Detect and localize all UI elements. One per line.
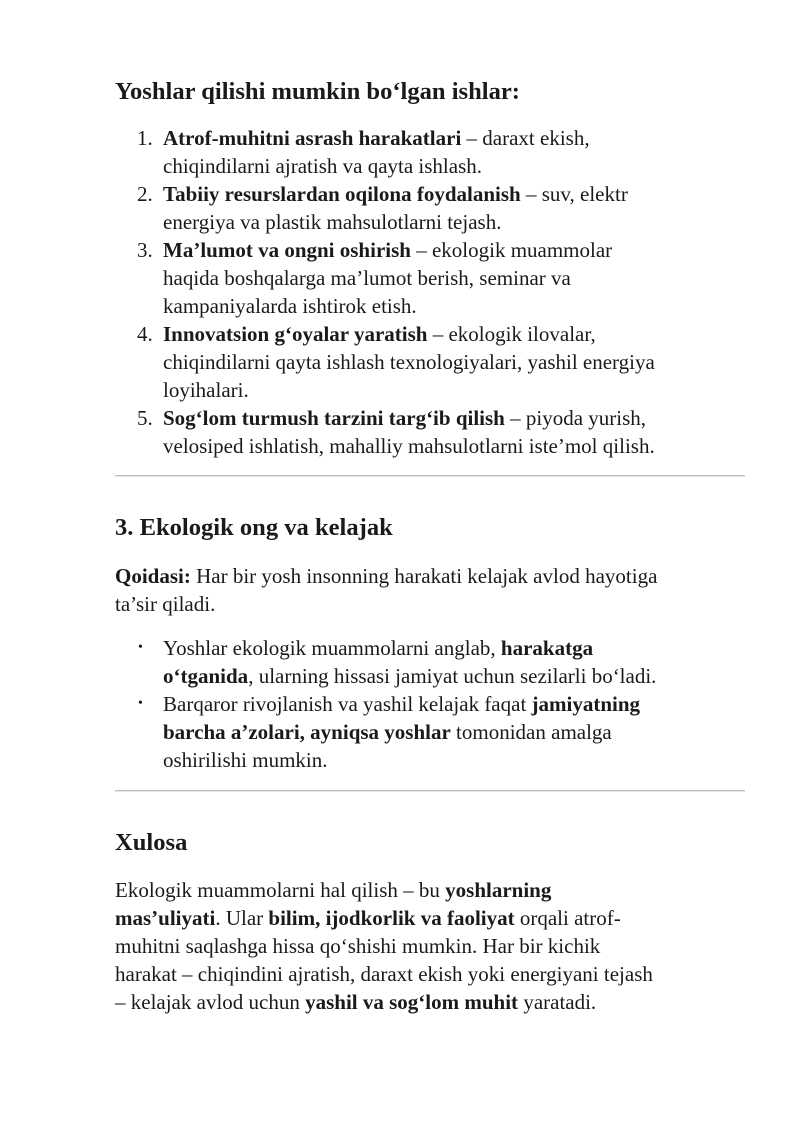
conclusion-text: . Ular: [215, 906, 269, 930]
rule-text: Har bir yosh insonning harakati kelajak avlod hayotiga: [190, 564, 658, 588]
item-text: – daraxt ekish,: [461, 126, 590, 150]
item-text: chiqindilarni qayta ishlash texnologiyalari, yashil energiya: [163, 350, 655, 374]
conclusion-emphasis: yoshlarning: [445, 878, 552, 902]
item-text: – suv, elektr: [520, 182, 628, 206]
item-title: Tabiiy resurslardan oqilona foydalanish: [163, 182, 521, 206]
bullet-text: Barqaror rivojlanish va yashil kelajak faqat: [163, 692, 532, 716]
item-text: kampaniyalarda ishtirok etish.: [163, 294, 417, 318]
list-item: [115, 180, 745, 236]
youth-actions-heading: Yoshlar qilishi mumkin bo‘lgan ishlar:: [115, 78, 520, 105]
list-item: [115, 690, 745, 774]
item-text: – ekologik muammolar: [410, 238, 613, 262]
item-text: – ekologik ilovalar,: [427, 322, 596, 346]
conclusion-text: muhitni saqlashga hissa qo‘shishi mumkin. Har bir kichik: [115, 934, 601, 958]
bullet-text: oshirilishi mumkin.: [163, 748, 328, 772]
conclusion-text: Ekologik muammolarni hal qilish – bu: [115, 878, 446, 902]
list-number: 4.: [137, 322, 153, 346]
list-item: [115, 124, 745, 180]
conclusion-text: orqali atrof-: [514, 906, 621, 930]
conclusion-text: harakat – chiqindini ajratish, daraxt ekish yoki energiyani tejash: [115, 962, 653, 986]
bullet-text: , ularning hissasi jamiyat uchun sezilarli bo‘ladi.: [248, 664, 657, 688]
list-number: 3.: [137, 238, 153, 262]
bullet-emphasis: barcha a’zolari, ayniqsa yoshlar: [163, 720, 451, 744]
rule-label: Qoidasi:: [115, 564, 191, 588]
item-title: Sog‘lom turmush tarzini targ‘ib qilish: [163, 406, 505, 430]
list-item: [115, 236, 745, 320]
horizontal-divider: [115, 790, 745, 792]
conclusion-text: yaratadi.: [518, 990, 597, 1014]
bullet-text: Yoshlar ekologik muammolarni anglab,: [163, 636, 501, 660]
conclusion-emphasis: mas’uliyati: [115, 906, 216, 930]
list-number: 5.: [137, 406, 153, 430]
item-text: chiqindilarni ajratish va qayta ishlash.: [163, 154, 482, 178]
conclusion-paragraph: [115, 876, 745, 1016]
item-text: – piyoda yurish,: [504, 406, 647, 430]
item-text: loyihalari.: [163, 378, 249, 402]
item-title: Innovatsion g‘oyalar yaratish: [163, 322, 428, 346]
conclusion-text: – kelajak avlod uchun: [115, 990, 306, 1014]
list-number: 1.: [137, 126, 153, 150]
list-item: [115, 404, 745, 460]
item-text: velosiped ishlatish, mahalliy mahsulotlarni iste’mol qilish.: [163, 434, 655, 458]
rule-paragraph: [115, 562, 745, 618]
rule-text: ta’sir qiladi.: [115, 592, 216, 616]
item-title: Ma’lumot va ongni oshirish: [163, 238, 411, 262]
youth-actions-list: [115, 124, 745, 460]
item-text: energiya va plastik mahsulotlarni tejash.: [163, 210, 502, 234]
bullet-icon: •: [138, 640, 143, 655]
bullet-emphasis: o‘tganida: [163, 664, 249, 688]
bullet-emphasis: harakatga: [500, 636, 594, 660]
awareness-heading: 3. Ekologik ong va kelajak: [115, 514, 393, 541]
list-item: [115, 320, 745, 404]
bullet-icon: •: [138, 696, 143, 711]
bullet-emphasis: jamiyatning: [531, 692, 641, 716]
list-number: 2.: [137, 182, 153, 206]
item-title: Atrof-muhitni asrash harakatlari: [163, 126, 462, 150]
conclusion-emphasis: yashil va sog‘lom muhit: [305, 990, 519, 1014]
horizontal-divider: [115, 475, 745, 477]
list-item: [115, 634, 745, 690]
awareness-bullet-list: [115, 634, 745, 774]
item-text: haqida boshqalarga ma’lumot berish, seminar va: [163, 266, 571, 290]
conclusion-emphasis: bilim, ijodkorlik va faoliyat: [268, 906, 515, 930]
conclusion-heading: Xulosa: [115, 829, 188, 856]
bullet-text: tomonidan amalga: [450, 720, 612, 744]
